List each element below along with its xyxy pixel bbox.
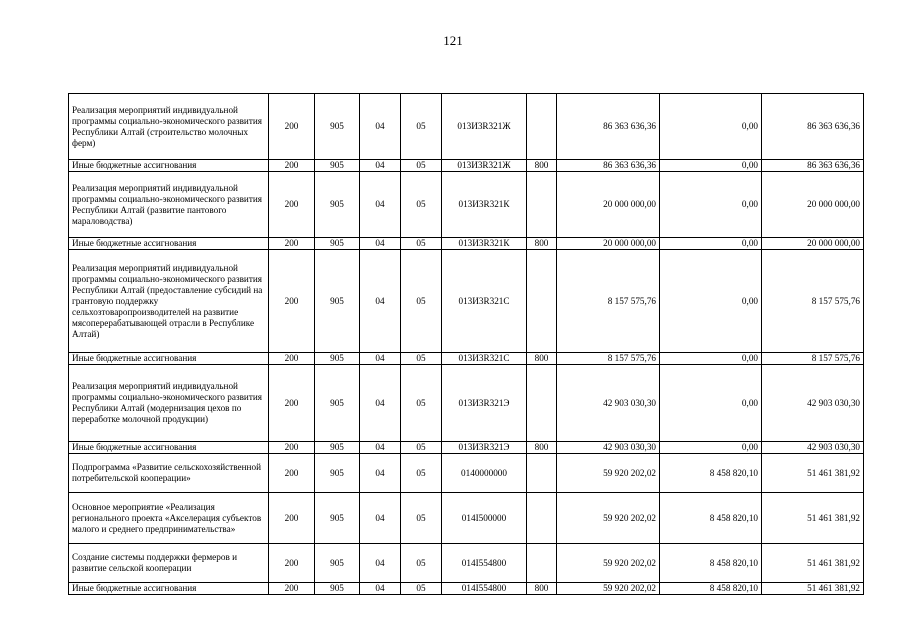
cell-code-1: 200 xyxy=(269,442,315,454)
page-number: 121 xyxy=(443,33,463,48)
row-name: Иные бюджетные ассигнования xyxy=(69,583,269,595)
cell-code-1: 200 xyxy=(269,454,315,493)
cell-sum-result: 86 363 636,36 xyxy=(762,160,864,172)
cell-target-code: 013И3R321К xyxy=(442,172,527,238)
cell-code-2: 905 xyxy=(315,172,360,238)
cell-target-code: 013И3R321С xyxy=(442,250,527,353)
cell-code-1: 200 xyxy=(269,583,315,595)
cell-section: 04 xyxy=(360,442,401,454)
cell-expense-type: 800 xyxy=(527,238,557,250)
cell-target-code: 013И3R321К xyxy=(442,238,527,250)
cell-sum-change: 8 458 820,10 xyxy=(660,493,762,544)
table-row xyxy=(69,94,864,160)
cell-section: 04 xyxy=(360,353,401,365)
cell-sum-result: 42 903 030,30 xyxy=(762,365,864,442)
cell-sum-change: 8 458 820,10 xyxy=(660,454,762,493)
cell-sum-total: 20 000 000,00 xyxy=(557,238,660,250)
row-name: Реализация мероприятий индивидуальной программы социально-экономического развития Республики Алтай (предоставление субсидий на грантовую поддержку сельхозтоваропроизводителей на развитие мясоперерабатывающей отрасли в Республике Алтай) xyxy=(69,250,269,353)
row-name: Иные бюджетные ассигнования xyxy=(69,238,269,250)
cell-code-2: 905 xyxy=(315,442,360,454)
cell-target-code: 013И3R321Э xyxy=(442,442,527,454)
cell-code-1: 200 xyxy=(269,160,315,172)
cell-sum-result: 51 461 381,92 xyxy=(762,583,864,595)
cell-expense-type xyxy=(527,454,557,493)
cell-target-code: 013И3R321С xyxy=(442,353,527,365)
cell-section: 04 xyxy=(360,365,401,442)
row-name: Основное мероприятие «Реализация регионального проекта «Акселерация субъектов малого и среднего предпринимательства» xyxy=(69,493,269,544)
cell-sum-result: 51 461 381,92 xyxy=(762,454,864,493)
cell-sum-change: 0,00 xyxy=(660,160,762,172)
cell-expense-type: 800 xyxy=(527,353,557,365)
cell-sum-result: 51 461 381,92 xyxy=(762,544,864,583)
cell-sum-result: 86 363 636,36 xyxy=(762,94,864,160)
table-row xyxy=(69,493,864,544)
cell-code-2: 905 xyxy=(315,493,360,544)
cell-sum-change: 0,00 xyxy=(660,238,762,250)
table-row xyxy=(69,583,864,595)
row-name: Создание системы поддержки фермеров и развитие сельской кооперации xyxy=(69,544,269,583)
cell-subsection: 05 xyxy=(401,160,442,172)
cell-expense-type xyxy=(527,365,557,442)
cell-subsection: 05 xyxy=(401,544,442,583)
cell-sum-change: 8 458 820,10 xyxy=(660,583,762,595)
cell-subsection: 05 xyxy=(401,493,442,544)
cell-expense-type: 800 xyxy=(527,442,557,454)
cell-sum-total: 8 157 575,76 xyxy=(557,250,660,353)
table-row xyxy=(69,442,864,454)
cell-sum-total: 86 363 636,36 xyxy=(557,160,660,172)
cell-section: 04 xyxy=(360,160,401,172)
cell-code-1: 200 xyxy=(269,250,315,353)
table-row xyxy=(69,172,864,238)
cell-sum-change: 8 458 820,10 xyxy=(660,544,762,583)
cell-sum-total: 59 920 202,02 xyxy=(557,454,660,493)
cell-code-2: 905 xyxy=(315,250,360,353)
cell-target-code: 0140000000 xyxy=(442,454,527,493)
cell-sum-total: 59 920 202,02 xyxy=(557,544,660,583)
cell-subsection: 05 xyxy=(401,442,442,454)
row-name: Подпрограмма «Развитие сельскохозяйственной потребительской кооперации» xyxy=(69,454,269,493)
cell-code-2: 905 xyxy=(315,94,360,160)
cell-section: 04 xyxy=(360,238,401,250)
cell-code-1: 200 xyxy=(269,238,315,250)
cell-code-2: 905 xyxy=(315,365,360,442)
cell-expense-type xyxy=(527,544,557,583)
cell-sum-total: 86 363 636,36 xyxy=(557,94,660,160)
cell-code-2: 905 xyxy=(315,583,360,595)
cell-code-1: 200 xyxy=(269,172,315,238)
row-name: Реализация мероприятий индивидуальной программы социально-экономического развития Республики Алтай (строительство молочных ферм) xyxy=(69,94,269,160)
cell-code-2: 905 xyxy=(315,544,360,583)
cell-sum-total: 59 920 202,02 xyxy=(557,583,660,595)
cell-sum-change: 0,00 xyxy=(660,353,762,365)
cell-subsection: 05 xyxy=(401,94,442,160)
cell-sum-result: 8 157 575,76 xyxy=(762,353,864,365)
cell-subsection: 05 xyxy=(401,365,442,442)
cell-target-code: 014I554800 xyxy=(442,583,527,595)
table-row xyxy=(69,353,864,365)
cell-section: 04 xyxy=(360,583,401,595)
cell-section: 04 xyxy=(360,250,401,353)
row-name: Реализация мероприятий индивидуальной программы социально-экономического развития Республики Алтай (модернизация цехов по переработке молочной продукции) xyxy=(69,365,269,442)
row-name: Иные бюджетные ассигнования xyxy=(69,442,269,454)
cell-sum-total: 20 000 000,00 xyxy=(557,172,660,238)
cell-code-1: 200 xyxy=(269,544,315,583)
row-name: Иные бюджетные ассигнования xyxy=(69,353,269,365)
table-body xyxy=(69,94,864,595)
cell-code-1: 200 xyxy=(269,353,315,365)
cell-sum-result: 20 000 000,00 xyxy=(762,172,864,238)
cell-sum-result: 42 903 030,30 xyxy=(762,442,864,454)
table-row xyxy=(69,160,864,172)
cell-section: 04 xyxy=(360,94,401,160)
cell-expense-type: 800 xyxy=(527,583,557,595)
cell-sum-change: 0,00 xyxy=(660,250,762,353)
cell-subsection: 05 xyxy=(401,583,442,595)
cell-target-code: 013И3R321Э xyxy=(442,365,527,442)
cell-subsection: 05 xyxy=(401,353,442,365)
cell-target-code: 013И3R321Ж xyxy=(442,94,527,160)
table-row xyxy=(69,238,864,250)
cell-sum-total: 42 903 030,30 xyxy=(557,365,660,442)
cell-subsection: 05 xyxy=(401,238,442,250)
cell-expense-type: 800 xyxy=(527,160,557,172)
cell-expense-type xyxy=(527,250,557,353)
cell-code-1: 200 xyxy=(269,94,315,160)
cell-sum-result: 51 461 381,92 xyxy=(762,493,864,544)
cell-code-2: 905 xyxy=(315,454,360,493)
cell-sum-change: 0,00 xyxy=(660,172,762,238)
cell-code-1: 200 xyxy=(269,365,315,442)
cell-subsection: 05 xyxy=(401,250,442,353)
budget-table xyxy=(68,93,864,595)
cell-code-2: 905 xyxy=(315,160,360,172)
cell-target-code: 014I500000 xyxy=(442,493,527,544)
cell-subsection: 05 xyxy=(401,454,442,493)
cell-subsection: 05 xyxy=(401,172,442,238)
cell-expense-type xyxy=(527,493,557,544)
table-row xyxy=(69,250,864,353)
cell-sum-total: 59 920 202,02 xyxy=(557,493,660,544)
cell-sum-result: 8 157 575,76 xyxy=(762,250,864,353)
cell-sum-change: 0,00 xyxy=(660,94,762,160)
cell-sum-result: 20 000 000,00 xyxy=(762,238,864,250)
cell-code-1: 200 xyxy=(269,493,315,544)
cell-section: 04 xyxy=(360,493,401,544)
table-row xyxy=(69,544,864,583)
cell-sum-change: 0,00 xyxy=(660,442,762,454)
row-name: Иные бюджетные ассигнования xyxy=(69,160,269,172)
cell-code-2: 905 xyxy=(315,353,360,365)
cell-target-code: 014I554800 xyxy=(442,544,527,583)
cell-section: 04 xyxy=(360,544,401,583)
cell-sum-change: 0,00 xyxy=(660,365,762,442)
cell-sum-total: 8 157 575,76 xyxy=(557,353,660,365)
cell-expense-type xyxy=(527,172,557,238)
cell-sum-total: 42 903 030,30 xyxy=(557,442,660,454)
cell-code-2: 905 xyxy=(315,238,360,250)
table-row xyxy=(69,454,864,493)
cell-expense-type xyxy=(527,94,557,160)
table-row xyxy=(69,365,864,442)
cell-section: 04 xyxy=(360,454,401,493)
row-name: Реализация мероприятий индивидуальной программы социально-экономического развития Республики Алтай (развитие пантового мараловодства) xyxy=(69,172,269,238)
cell-target-code: 013И3R321Ж xyxy=(442,160,527,172)
cell-section: 04 xyxy=(360,172,401,238)
